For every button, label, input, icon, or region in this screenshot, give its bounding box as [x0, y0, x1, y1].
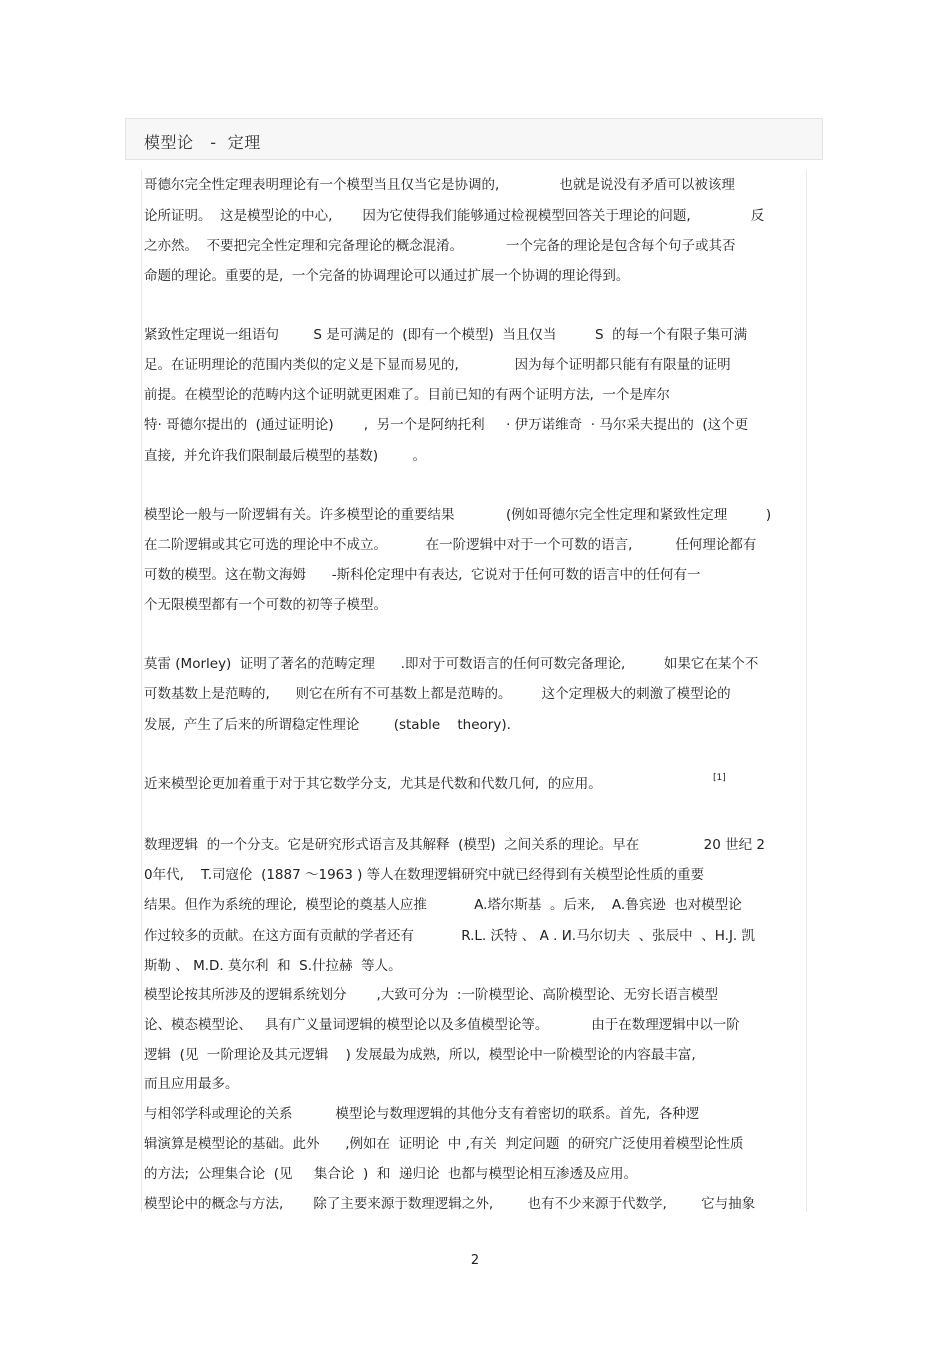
text-line: 斯勒 、 M.D. 莫尔利 和 S.什拉赫 等人。 [144, 958, 402, 974]
text-line: 结果。但作为系统的理论, 模型论的奠基人应推 A.塔尔斯基 。后来, A.鲁宾逊 也对模型论 [144, 897, 742, 913]
text-line: 论所证明。 这是模型论的中心, 因为它使得我们能够通过检视模型回答关于理论的问题, 反 [144, 208, 765, 224]
text-line: 之亦然。 不要把完全性定理和完备理论的概念混淆。 一个完备的理论是包含每个句子或其否 [144, 238, 736, 254]
section-title: 模型论 - 定理 [144, 133, 261, 152]
text-line: 命题的理论。重要的是, 一个完备的协调理论可以通过扩展一个协调的理论得到。 [144, 268, 630, 284]
text-line: 紧致性定理说一组语句 S 是可满足的 (即有一个模型) 当且仅当 S 的每一个有限子集可满 [144, 327, 748, 343]
text-line: 可数基数上是范畴的, 则它在所有不可基数上都是范畴的。 这个定理极大的刺激了模型论的 [144, 686, 731, 702]
text-line: 莫雷 (Morley) 证明了著名的范畴定理 .即对于可数语言的任何可数完备理论, 如果它在某个不 [144, 656, 759, 672]
text-line: 0年代, T.司寇伦 (1887 ～1963 ) 等人在数理逻辑研究中就已经得到有关模型论性质的重要 [144, 867, 705, 883]
text-line: 而且应用最多。 [144, 1076, 239, 1092]
text-line: 近来模型论更加着重于对于其它数学分支, 尤其是代数和代数几何, 的应用。 [144, 776, 602, 792]
text-line: 模型论中的概念与方法, 除了主要来源于数理逻辑之外, 也有不少来源于代数学, 它与抽象 [144, 1196, 756, 1212]
text-line: 辑演算是模型论的基础。此外 ,例如在 证明论 中 ,有关 判定问题 的研究广泛使用着模型论性质 [144, 1136, 744, 1152]
text-line: 模型论一般与一阶逻辑有关。许多模型论的重要结果 (例如哥德尔完全性定理和紧致性定理 ) [144, 507, 772, 523]
text-line: 论、模态模型论、 具有广义量词逻辑的模型论以及多值模型论等。 由于在数理逻辑中以一阶 [144, 1017, 740, 1033]
text-line: 与相邻学科或理论的关系 模型论与数理逻辑的其他分支有着密切的联系。首先, 各种逻 [144, 1106, 700, 1122]
text-line: 直接, 并允许我们限制最后模型的基数) 。 [144, 448, 426, 464]
text-line: 发展, 产生了后来的所谓稳定性理论 (stable theory). [144, 717, 511, 733]
text-line: 模型论按其所涉及的逻辑系统划分 ,大致可分为 :一阶模型论、高阶模型论、无穷长语言模型 [144, 987, 718, 1003]
section-title-bar [125, 118, 823, 160]
text-line: 在二阶逻辑或其它可选的理论中不成立。 在一阶逻辑中对于一个可数的语言, 任何理论都有 [144, 537, 757, 553]
text-line: 数理逻辑 的一个分支。它是研究形式语言及其解释 (模型) 之间关系的理论。早在 20 世纪 2 [144, 837, 765, 853]
text-line: 的方法; 公理集合论 (见 集合论 ) 和 递归论 也都与模型论相互渗透及应用。 [144, 1166, 638, 1182]
text-line: 可数的模型。这在勒文海姆 -斯科伦定理中有表达, 它说对于任何可数的语言中的任何有一 [144, 567, 701, 583]
page-number: 2 [470, 1253, 480, 1268]
footnote-reference[interactable]: [1] [713, 773, 726, 783]
text-line: 个无限模型都有一个可数的初等子模型。 [144, 597, 387, 613]
text-line: 前提。在模型论的范畴内这个证明就更困难了。目前已知的有两个证明方法, 一个是库尔 [144, 387, 670, 403]
text-line: 逻辑 (见 一阶理论及其元逻辑 ) 发展最为成熟, 所以, 模型论中一阶模型论的内容最丰富, [144, 1047, 696, 1063]
text-line: 特· 哥德尔提出的 (通过证明论) , 另一个是阿纳托利 · 伊万诺维奇 · 马尔采夫提出的 (这个更 [144, 417, 749, 433]
text-line: 作过较多的贡献。在这方面有贡献的学者还有 R.L. 沃特 、 A . И.马尔切夫 、张辰中 、H.J. 凯 [144, 928, 756, 944]
text-line: 足。在证明理论的范围内类似的定义是下显而易见的, 因为每个证明都只能有有限量的证明 [144, 357, 731, 373]
text-line: 哥德尔完全性定理表明理论有一个模型当且仅当它是协调的, 也就是说没有矛盾可以被该理 [144, 177, 735, 193]
